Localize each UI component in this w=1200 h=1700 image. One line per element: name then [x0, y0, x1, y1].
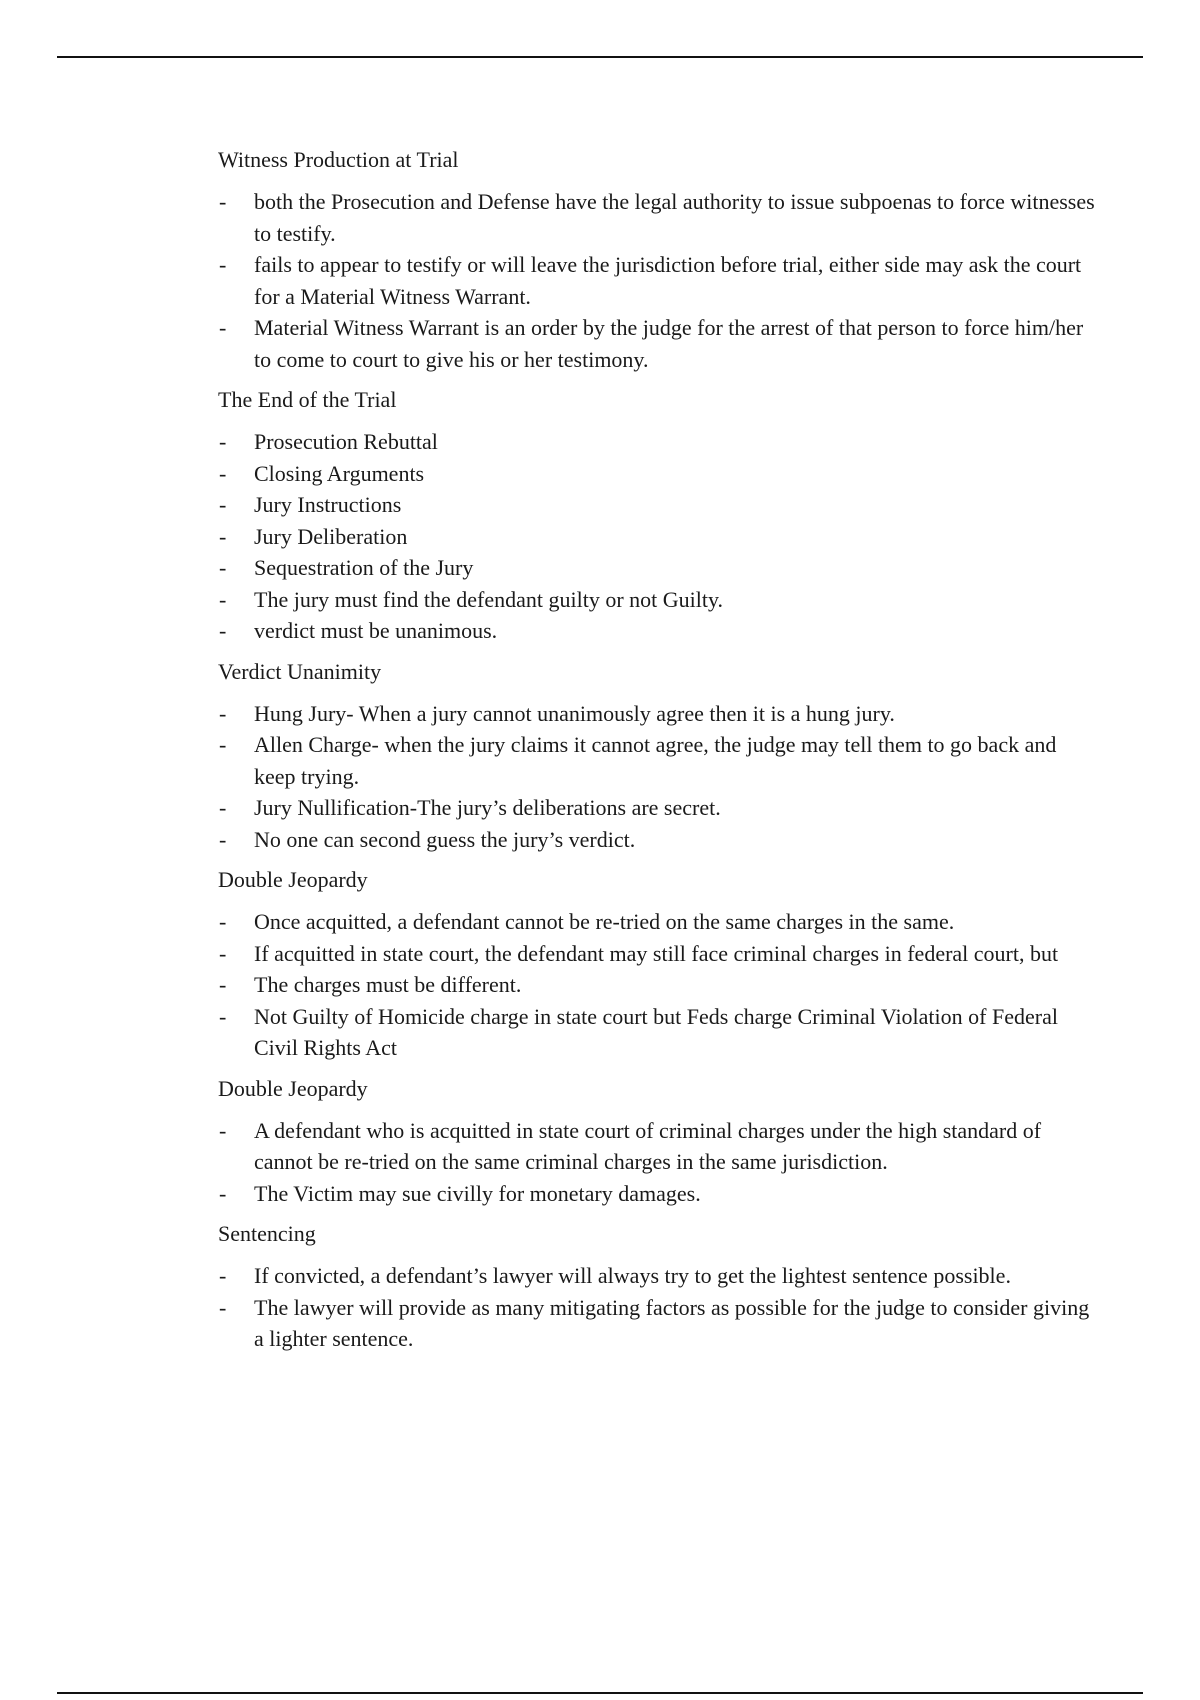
list-item: - Material Witness Warrant is an order by the judge for the arrest of that person to force him/her to come to court to give his or her testimony.	[218, 312, 1098, 375]
bullet-list	[218, 426, 1098, 647]
section-verdict-unanimity	[218, 656, 1098, 856]
section-title: Double Jeopardy	[218, 867, 368, 892]
list-item: - Once acquitted, a defendant cannot be re-tried on the same charges in the same.	[218, 906, 1098, 938]
list-item: - both the Prosecution and Defense have the legal authority to issue subpoenas to force witnesses to testify.	[218, 186, 1098, 249]
list-item: - Allen Charge- when the jury claims it cannot agree, the judge may tell them to go back and keep trying.	[218, 729, 1098, 792]
list-item: - Hung Jury- When a jury cannot unanimously agree then it is a hung jury.	[218, 698, 1098, 730]
list-item: - No one can second guess the jury’s verdict.	[218, 824, 1098, 856]
list-item: - fails to appear to testify or will leave the jurisdiction before trial, either side may ask the court for a Material Witness Warrant.	[218, 249, 1098, 312]
list-item: - The Victim may sue civilly for monetary damages.	[218, 1178, 1098, 1210]
list-item: - The jury must find the defendant guilty or not Guilty.	[218, 584, 1098, 616]
list-item: - The lawyer will provide as many mitigating factors as possible for the judge to consider giving a lighter sentence.	[218, 1292, 1098, 1355]
list-item: - If acquitted in state court, the defendant may still face criminal charges in federal court, but	[218, 938, 1098, 970]
bullet-list	[218, 1260, 1098, 1355]
list-item: - Jury Deliberation	[218, 521, 1098, 553]
section-end-of-trial	[218, 384, 1098, 647]
section-sentencing	[218, 1218, 1098, 1355]
header-rule	[57, 56, 1143, 58]
list-item: - A defendant who is acquitted in state court of criminal charges under the high standard of cannot be re-tried on the same criminal charges in the same jurisdiction.	[218, 1115, 1098, 1178]
bullet-list	[218, 698, 1098, 856]
section-title: Sentencing	[218, 1221, 316, 1246]
list-item: - Jury Instructions	[218, 489, 1098, 521]
list-item: - Closing Arguments	[218, 458, 1098, 490]
section-title: Double Jeopardy	[218, 1075, 368, 1101]
section-title: The End of the Trial	[218, 387, 397, 412]
list-item: - Not Guilty of Homicide charge in state court but Feds charge Criminal Violation of Federal Civil Rights Act	[218, 1001, 1098, 1064]
bullet-list	[218, 906, 1098, 1064]
list-item: - Jury Nullification-The jury’s deliberations are secret.	[218, 792, 1098, 824]
bullet-list	[218, 186, 1098, 375]
list-item: - The charges must be different.	[218, 969, 1098, 1001]
list-item: - If convicted, a defendant’s lawyer will always try to get the lightest sentence possible.	[218, 1260, 1098, 1292]
list-item: - Sequestration of the Jury	[218, 552, 1098, 584]
bullet-list	[218, 1115, 1098, 1210]
section-title: Witness Production at Trial	[218, 147, 459, 172]
document-body	[218, 144, 1098, 1364]
section-double-jeopardy-1	[218, 864, 1098, 1064]
section-title: Verdict Unanimity	[218, 658, 382, 684]
list-item: - Prosecution Rebuttal	[218, 426, 1098, 458]
list-item: - verdict must be unanimous.	[218, 615, 1098, 647]
section-double-jeopardy-2	[218, 1073, 1098, 1210]
section-witness-production	[218, 144, 1098, 375]
footer-rule	[57, 1692, 1143, 1694]
